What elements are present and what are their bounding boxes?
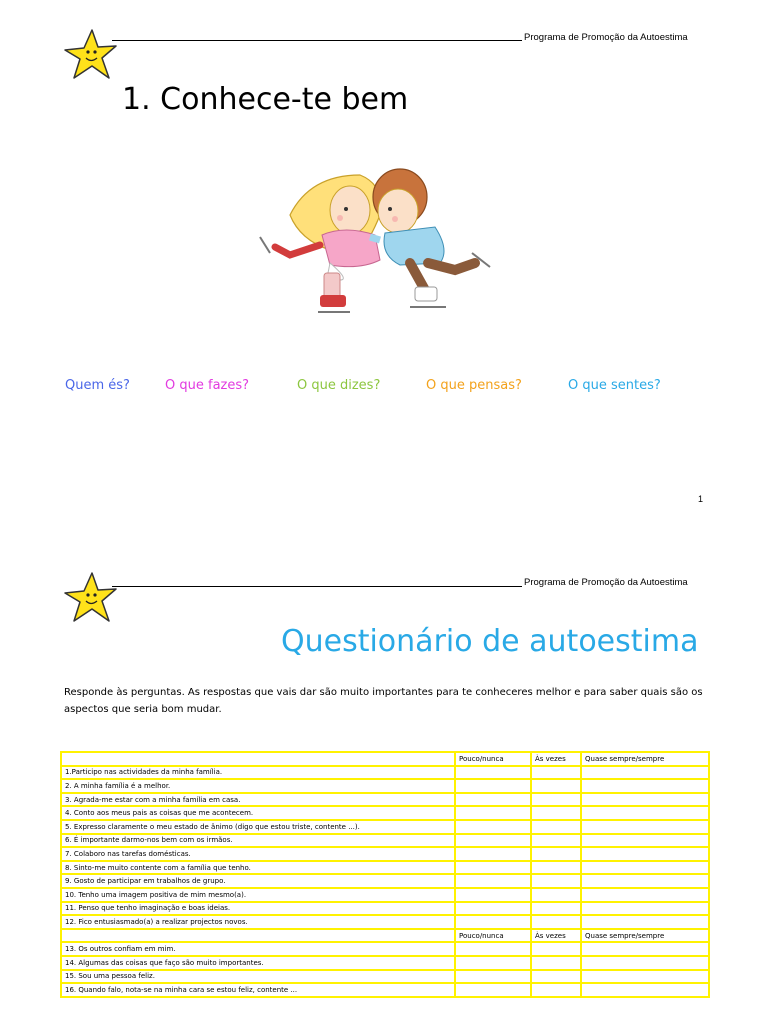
question-text: 16. Quando falo, nota-se na minha cara se estou feliz, contente ... [61, 983, 455, 997]
skating-children-illustration [250, 155, 510, 325]
answer-as-vezes[interactable] [531, 874, 581, 888]
question-text: 10. Tenho uma imagem positiva de mim mesmo(a). [61, 888, 455, 902]
header-blank-cell [61, 752, 455, 766]
column-header: Quase sempre/sempre [581, 752, 709, 766]
header-rule [112, 40, 522, 41]
answer-as-vezes[interactable] [531, 766, 581, 780]
column-header: Pouco/nunca [455, 929, 531, 943]
answer-pouco-nunca[interactable] [455, 983, 531, 997]
header-rule [112, 586, 522, 587]
answer-quase-sempre[interactable] [581, 793, 709, 807]
question-text: 15. Sou uma pessoa feliz. [61, 970, 455, 984]
table-row [61, 820, 709, 834]
column-header: Às vezes [531, 929, 581, 943]
prompt-what-you-do: O que fazes? [165, 378, 250, 393]
prompt-what-you-think: O que pensas? [426, 378, 522, 393]
page-title: 1. Conhece-te bem [122, 82, 409, 117]
answer-quase-sempre[interactable] [581, 806, 709, 820]
answer-quase-sempre[interactable] [581, 766, 709, 780]
answer-as-vezes[interactable] [531, 861, 581, 875]
questionnaire-table [60, 751, 710, 998]
table-row [61, 766, 709, 780]
answer-pouco-nunca[interactable] [455, 834, 531, 848]
answer-as-vezes[interactable] [531, 956, 581, 970]
answer-as-vezes[interactable] [531, 847, 581, 861]
answer-quase-sempre[interactable] [581, 834, 709, 848]
table-header-row [61, 752, 709, 766]
answer-quase-sempre[interactable] [581, 861, 709, 875]
table-row [61, 983, 709, 997]
answer-as-vezes[interactable] [531, 942, 581, 956]
answer-pouco-nunca[interactable] [455, 902, 531, 916]
question-text: 12. Fico entusiasmado(a) a realizar projectos novos. [61, 915, 455, 929]
table-row [61, 806, 709, 820]
answer-quase-sempre[interactable] [581, 956, 709, 970]
answer-as-vezes[interactable] [531, 779, 581, 793]
prompt-what-you-feel: O que sentes? [568, 378, 661, 393]
table-row [61, 834, 709, 848]
answer-as-vezes[interactable] [531, 902, 581, 916]
question-text: 9. Gosto de participar em trabalhos de grupo. [61, 874, 455, 888]
answer-as-vezes[interactable] [531, 888, 581, 902]
table-row [61, 915, 709, 929]
answer-quase-sempre[interactable] [581, 902, 709, 916]
answer-quase-sempre[interactable] [581, 942, 709, 956]
table-row [61, 793, 709, 807]
answer-as-vezes[interactable] [531, 820, 581, 834]
answer-quase-sempre[interactable] [581, 779, 709, 793]
answer-pouco-nunca[interactable] [455, 942, 531, 956]
question-text: 13. Os outros confiam em mim. [61, 942, 455, 956]
prompt-who-are-you: Quem és? [65, 378, 130, 393]
question-text: 4. Conto aos meus pais as coisas que me acontecem. [61, 806, 455, 820]
table-row [61, 970, 709, 984]
answer-as-vezes[interactable] [531, 915, 581, 929]
table-row [61, 779, 709, 793]
answer-pouco-nunca[interactable] [455, 956, 531, 970]
answer-quase-sempre[interactable] [581, 874, 709, 888]
prompt-what-you-say: O que dizes? [297, 378, 381, 393]
answer-pouco-nunca[interactable] [455, 820, 531, 834]
question-text: 6. É importante darmo-nos bem com os irmãos. [61, 834, 455, 848]
answer-as-vezes[interactable] [531, 806, 581, 820]
answer-pouco-nunca[interactable] [455, 861, 531, 875]
answer-quase-sempre[interactable] [581, 888, 709, 902]
table-row [61, 888, 709, 902]
answer-pouco-nunca[interactable] [455, 806, 531, 820]
column-header: Às vezes [531, 752, 581, 766]
question-text: 11. Penso que tenho imaginação e boas ideias. [61, 902, 455, 916]
questionnaire-title: Questionário de autoestima [281, 624, 699, 659]
question-text: 5. Expresso claramente o meu estado de ânimo (digo que estou triste, contente ...). [61, 820, 455, 834]
question-text: 2. A minha família é a melhor. [61, 779, 455, 793]
header-blank-cell [61, 929, 455, 943]
table-header-row [61, 929, 709, 943]
page-number: 1 [698, 494, 704, 504]
answer-pouco-nunca[interactable] [455, 793, 531, 807]
table-row [61, 942, 709, 956]
star-icon [62, 28, 118, 82]
question-text: 7. Colaboro nas tarefas domésticas. [61, 847, 455, 861]
table-row [61, 956, 709, 970]
question-prompts [0, 378, 768, 398]
table-row [61, 847, 709, 861]
answer-quase-sempre[interactable] [581, 820, 709, 834]
answer-as-vezes[interactable] [531, 983, 581, 997]
answer-quase-sempre[interactable] [581, 847, 709, 861]
answer-quase-sempre[interactable] [581, 915, 709, 929]
answer-as-vezes[interactable] [531, 793, 581, 807]
page-2 [0, 562, 768, 1024]
answer-pouco-nunca[interactable] [455, 915, 531, 929]
table-row [61, 861, 709, 875]
question-text: 3. Agrada-me estar com a minha família em casa. [61, 793, 455, 807]
column-header: Pouco/nunca [455, 752, 531, 766]
answer-quase-sempre[interactable] [581, 970, 709, 984]
question-text: 1.Participo nas actividades da minha família. [61, 766, 455, 780]
questionnaire-intro: Responde às perguntas. As respostas que vais dar são muito importantes para te conheceres melhor e para saber quais são os aspectos que seria bom mudar. [64, 687, 703, 715]
table-row [61, 902, 709, 916]
star-icon [62, 571, 118, 625]
question-text: 8. Sinto-me muito contente com a família que tenho. [61, 861, 455, 875]
answer-quase-sempre[interactable] [581, 983, 709, 997]
question-text: 14. Algumas das coisas que faço são muito importantes. [61, 956, 455, 970]
column-header: Quase sempre/sempre [581, 929, 709, 943]
answer-pouco-nunca[interactable] [455, 874, 531, 888]
answer-pouco-nunca[interactable] [455, 888, 531, 902]
answer-as-vezes[interactable] [531, 834, 581, 848]
header-title: Programa de Promoção da Autoestima [524, 32, 688, 43]
header-title: Programa de Promoção da Autoestima [524, 577, 688, 588]
answer-pouco-nunca[interactable] [455, 847, 531, 861]
answer-pouco-nunca[interactable] [455, 970, 531, 984]
table-row [61, 874, 709, 888]
answer-pouco-nunca[interactable] [455, 766, 531, 780]
answer-as-vezes[interactable] [531, 970, 581, 984]
answer-pouco-nunca[interactable] [455, 779, 531, 793]
